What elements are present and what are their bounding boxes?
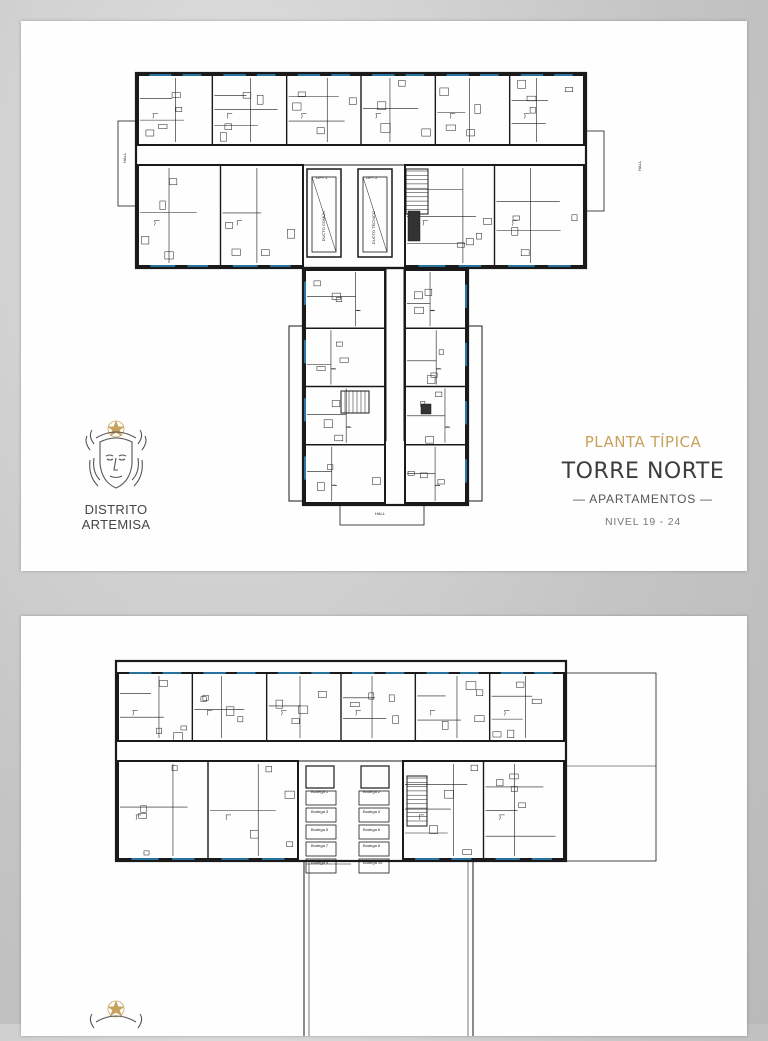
elevator-2	[361, 766, 389, 788]
door-swing	[450, 114, 455, 119]
furniture	[336, 298, 342, 302]
stairwell	[406, 169, 428, 214]
door-swing	[525, 114, 530, 119]
door-swing	[436, 368, 441, 369]
furniture	[513, 216, 520, 220]
unit-type-label: — APARTAMENTOS —	[573, 492, 713, 506]
door-swing	[331, 368, 336, 369]
furniture	[141, 806, 146, 812]
door-swing	[346, 427, 351, 428]
brand-logo-partial	[56, 996, 176, 1041]
furniture	[519, 803, 526, 808]
furniture	[510, 774, 518, 779]
furniture	[266, 766, 272, 772]
furniture	[349, 98, 356, 104]
furniture	[257, 95, 263, 104]
furniture	[369, 693, 374, 699]
elevator-2-label: LIFT 2	[366, 175, 378, 180]
brand-line-1: DISTRITO	[84, 502, 148, 517]
furniture	[414, 292, 422, 299]
furniture	[146, 130, 154, 136]
right-hall-label: HALL	[637, 161, 642, 172]
furniture	[250, 830, 258, 838]
furniture	[518, 80, 526, 88]
door-swing	[430, 710, 435, 715]
furniture	[172, 93, 180, 98]
core-shaft-left-label: DUCTO COMÚN	[321, 211, 326, 242]
furniture	[475, 716, 484, 722]
furniture	[159, 124, 167, 128]
door-swing	[376, 114, 381, 119]
furniture	[532, 699, 541, 703]
furniture	[226, 707, 234, 716]
furniture	[426, 437, 434, 443]
furniture	[389, 695, 394, 701]
door-swing	[500, 815, 505, 820]
side-terrace-left	[118, 121, 136, 206]
furniture	[317, 483, 324, 491]
floor-plan-sheet-2	[21, 616, 747, 1036]
furniture	[287, 842, 293, 847]
plan-type-label: PLANTA TÍPICA	[584, 433, 702, 451]
door-swing	[445, 427, 450, 428]
storage-label-6: Bodega 6	[363, 827, 381, 832]
furniture	[572, 215, 577, 221]
door-swing	[227, 114, 232, 119]
brand-logo	[56, 416, 176, 531]
furniture	[467, 130, 475, 136]
door-swing	[435, 485, 440, 486]
furniture	[440, 88, 449, 95]
furniture	[422, 129, 431, 136]
furniture	[530, 107, 535, 113]
furniture	[314, 281, 320, 286]
door-swing	[207, 710, 212, 715]
artemisa-face-logo-partial	[76, 996, 156, 1036]
furniture	[176, 107, 182, 111]
furniture	[508, 730, 514, 738]
furniture	[169, 179, 176, 185]
door-swing	[419, 815, 424, 820]
tower-name: TORRE NORTE	[561, 459, 725, 484]
furniture	[497, 779, 503, 785]
furniture	[225, 124, 232, 130]
furniture	[527, 96, 536, 101]
furniture	[293, 103, 301, 110]
furniture	[318, 691, 326, 697]
door-swing	[356, 710, 361, 715]
stem-balcony-left	[289, 326, 303, 501]
furniture	[173, 733, 182, 741]
storage-label-8: Bodega 8	[363, 843, 381, 848]
door-swing	[155, 221, 160, 226]
furniture	[442, 721, 448, 729]
furniture	[425, 289, 432, 295]
door-swing	[505, 710, 510, 715]
storage-label-3: Bodega 3	[311, 809, 329, 814]
core-shaft-right-label: DUCTO TÉCNICO	[371, 211, 376, 245]
furniture	[463, 850, 472, 855]
furniture	[327, 465, 333, 470]
furniture	[512, 228, 518, 236]
furniture	[350, 702, 359, 706]
door-swing	[153, 114, 158, 119]
annex-outline	[566, 673, 656, 861]
furniture	[340, 358, 349, 362]
furniture	[381, 123, 390, 132]
furniture	[393, 716, 399, 724]
door-swing	[423, 221, 428, 226]
storage-label-4: Bodega 4	[363, 809, 381, 814]
furniture	[298, 92, 305, 96]
floor-plan-sheet-1	[21, 21, 747, 571]
furniture	[493, 732, 501, 737]
furniture	[399, 80, 406, 86]
furniture	[521, 250, 529, 256]
furniture	[372, 478, 380, 485]
furniture	[226, 222, 233, 228]
tower-floor-plan-partial	[21, 616, 747, 1036]
furniture	[285, 791, 294, 798]
furniture	[335, 435, 343, 441]
hall-label: HALL	[375, 511, 386, 516]
elevator-1	[306, 766, 334, 788]
furniture	[466, 239, 474, 245]
furniture	[287, 229, 294, 238]
door-swing	[133, 710, 138, 715]
artemisa-face-logo	[76, 416, 156, 496]
furniture	[276, 700, 283, 708]
door-swing	[356, 310, 361, 311]
furniture	[220, 133, 226, 141]
furniture	[466, 682, 476, 690]
furniture	[476, 690, 483, 696]
stem-balcony-right	[468, 326, 482, 501]
furniture	[292, 718, 299, 723]
storage-label-10: Bodega 10	[363, 860, 383, 865]
furniture	[476, 233, 481, 239]
left-hall-label: HALL	[122, 153, 127, 164]
furniture	[324, 420, 332, 428]
furniture	[317, 366, 325, 370]
door-swing	[282, 710, 287, 715]
side-terrace-right	[586, 131, 604, 211]
furniture	[439, 350, 443, 355]
level-range: NIVEL 19 - 24	[605, 516, 681, 528]
furniture	[430, 826, 438, 834]
furniture	[317, 128, 324, 134]
door-swing	[512, 221, 517, 226]
furniture	[565, 87, 572, 91]
storage-label-9: Bodega 9	[311, 860, 329, 865]
furniture	[232, 249, 240, 255]
furniture	[142, 236, 149, 244]
door-swing	[302, 114, 307, 119]
door-swing	[237, 221, 242, 226]
furniture	[444, 790, 453, 798]
furniture	[144, 851, 149, 855]
furniture	[516, 682, 524, 687]
elevator-1-label: LIFT 1	[316, 175, 328, 180]
furniture	[181, 726, 187, 730]
furniture	[436, 392, 442, 397]
door-swing	[332, 485, 337, 486]
furniture	[336, 342, 342, 346]
furniture	[475, 105, 480, 114]
furniture	[415, 307, 424, 313]
door-swing	[226, 815, 231, 820]
door-swing	[430, 310, 435, 311]
furniture	[159, 681, 167, 687]
furniture	[238, 717, 243, 722]
furniture	[139, 814, 147, 819]
service-shaft	[408, 211, 420, 241]
furniture	[438, 480, 444, 484]
furniture	[483, 218, 491, 224]
brand-line-2: ARTEMISA	[81, 517, 151, 532]
furniture	[471, 765, 478, 771]
storage-label-5: Bodega 5	[311, 827, 329, 832]
plan-title-block	[543, 433, 743, 528]
service-shaft	[421, 404, 431, 414]
furniture	[262, 250, 270, 256]
furniture	[332, 401, 340, 407]
furniture	[203, 695, 208, 700]
furniture	[160, 201, 165, 209]
storage-label-1: Bodega 1	[311, 789, 329, 794]
storage-label-7: Bodega 7	[311, 843, 329, 848]
furniture	[446, 125, 455, 130]
storage-label-2: Bodega 2	[363, 789, 381, 794]
stairwell	[407, 776, 427, 826]
